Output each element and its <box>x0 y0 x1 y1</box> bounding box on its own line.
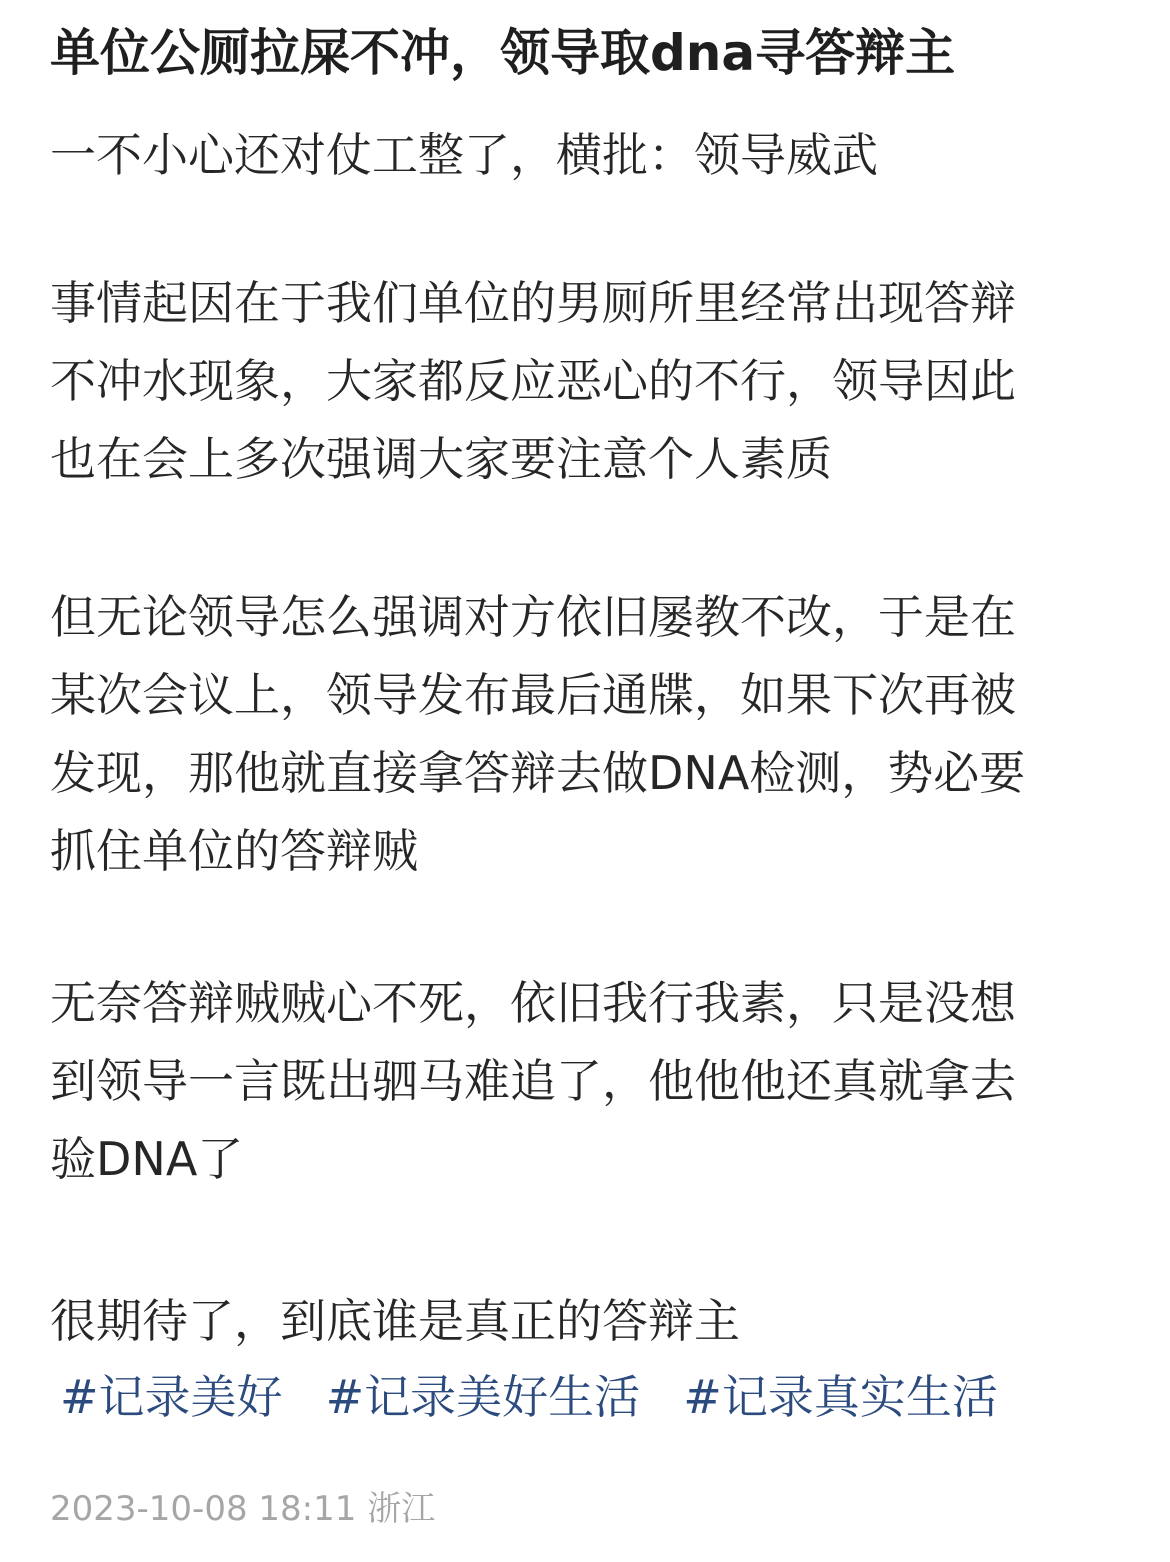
paragraph-line: 事情起因在于我们单位的男厕所里经常出现答辩 <box>50 276 1016 330</box>
paragraph-line: 某次会议上，领导发布最后通牒，如果下次再被 <box>50 668 1016 722</box>
paragraph-line: 但无论领导怎么强调对方依旧屡教不改，于是在 <box>50 590 1016 644</box>
paragraph-line: 也在会上多次强调大家要注意个人素质 <box>50 432 832 486</box>
paragraph-line: 到领导一言既出驷马难追了，他他他还真就拿去 <box>50 1054 1016 1108</box>
hashtag-link[interactable]: #记录美好 <box>60 1370 283 1424</box>
hashtag-link[interactable]: #记录美好生活 <box>325 1370 641 1424</box>
post-timestamp: 2023-10-08 18:11 <box>50 1489 357 1529</box>
post-title: 单位公厕拉屎不冲，领导取dna寻答辩主 <box>50 24 956 82</box>
hashtag-link[interactable]: #记录真实生活 <box>683 1370 998 1424</box>
paragraph-line: 抓住单位的答辩贼 <box>50 824 418 878</box>
paragraph-1 <box>50 116 1130 194</box>
paragraph-3 <box>50 578 1130 890</box>
paragraph-line: 无奈答辩贼贼心不死，依旧我行我素，只是没想 <box>50 976 1016 1030</box>
post-location: 浙江 <box>367 1489 436 1529</box>
hashtag-list <box>60 1364 1036 1430</box>
post-meta <box>50 1486 435 1532</box>
paragraph-line: 一不小心还对仗工整了，横批：领导威武 <box>50 128 878 182</box>
paragraph-line: 发现，那他就直接拿答辩去做DNA检测，势必要 <box>50 746 1026 800</box>
paragraph-2 <box>50 264 1130 498</box>
paragraph-line: 验DNA了 <box>50 1132 244 1186</box>
paragraph-line: 很期待了，到底谁是真正的答辩主 <box>50 1294 740 1348</box>
paragraph-line: 不冲水现象，大家都反应恶心的不行，领导因此 <box>50 354 1016 408</box>
paragraph-5 <box>50 1282 1130 1360</box>
paragraph-4 <box>50 964 1130 1198</box>
